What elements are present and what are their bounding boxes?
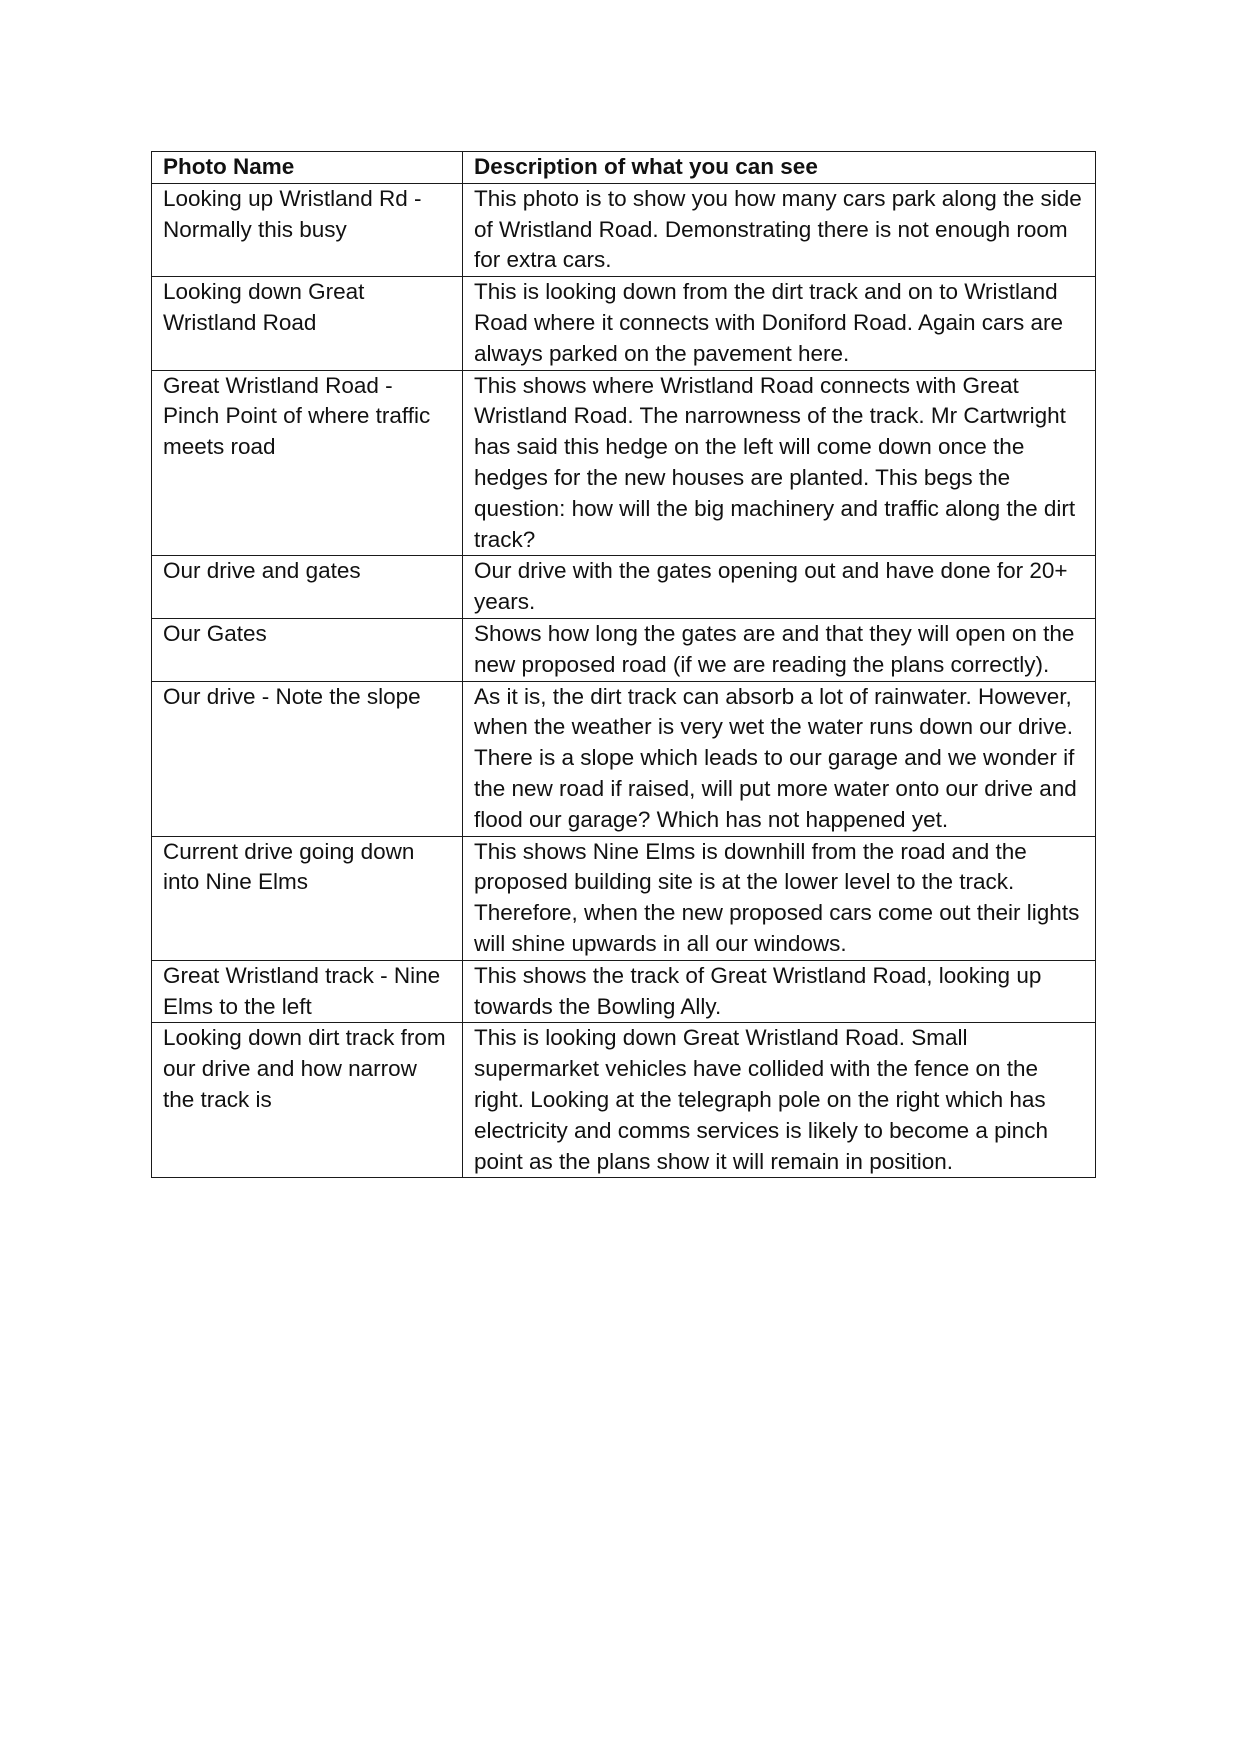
photo-name-cell: Great Wristland Road - Pinch Point of where traffic meets road (152, 370, 463, 556)
photo-name-cell: Looking down Great Wristland Road (152, 277, 463, 370)
description-cell: Our drive with the gates opening out and have done for 20+ years. (463, 556, 1096, 619)
table-row (152, 370, 1096, 556)
table-row (152, 681, 1096, 836)
table-row (152, 1023, 1096, 1178)
table-row (152, 183, 1096, 276)
description-cell: This is looking down from the dirt track and on to Wristland Road where it connects with Doniford Road. Again cars are always parked on the pavement here. (463, 277, 1096, 370)
header-description: Description of what you can see (463, 152, 1096, 184)
photo-name-cell: Our drive and gates (152, 556, 463, 619)
description-cell: This shows Nine Elms is downhill from the road and the proposed building site is at the lower level to the track. Therefore, when the new proposed cars come out their lights will shine upwards in all our windows. (463, 836, 1096, 960)
description-cell: This shows where Wristland Road connects with Great Wristland Road. The narrowness of the track. Mr Cartwright has said this hedge on the left will come down once the hedges for the new houses are planted. This begs the question: how will the big machinery and traffic along the dirt track? (463, 370, 1096, 556)
photo-name-cell: Our Gates (152, 618, 463, 681)
table-row (152, 556, 1096, 619)
description-cell: This photo is to show you how many cars park along the side of Wristland Road. Demonstrating there is not enough room for extra cars. (463, 183, 1096, 276)
photo-name-cell: Great Wristland track - Nine Elms to the left (152, 960, 463, 1023)
table-row (152, 836, 1096, 960)
table-header-row (152, 152, 1096, 184)
table-row (152, 618, 1096, 681)
photo-description-table (151, 151, 1096, 1178)
photo-name-cell: Our drive - Note the slope (152, 681, 463, 836)
photo-name-cell: Looking down dirt track from our drive and how narrow the track is (152, 1023, 463, 1178)
photo-name-cell: Looking up Wristland Rd - Normally this busy (152, 183, 463, 276)
description-cell: This shows the track of Great Wristland Road, looking up towards the Bowling Ally. (463, 960, 1096, 1023)
photo-name-cell: Current drive going down into Nine Elms (152, 836, 463, 960)
header-photo-name: Photo Name (152, 152, 463, 184)
description-cell: Shows how long the gates are and that they will open on the new proposed road (if we are reading the plans correctly). (463, 618, 1096, 681)
description-cell: As it is, the dirt track can absorb a lot of rainwater. However, when the weather is very wet the water runs down our drive. There is a slope which leads to our garage and we wonder if the new road if raised, will put more water onto our drive and flood our garage? Which has not happened yet. (463, 681, 1096, 836)
description-cell: This is looking down Great Wristland Road. Small supermarket vehicles have collided with the fence on the right. Looking at the telegraph pole on the right which has electricity and comms services is likely to become a pinch point as the plans show it will remain in position. (463, 1023, 1096, 1178)
table-row (152, 277, 1096, 370)
table-row (152, 960, 1096, 1023)
